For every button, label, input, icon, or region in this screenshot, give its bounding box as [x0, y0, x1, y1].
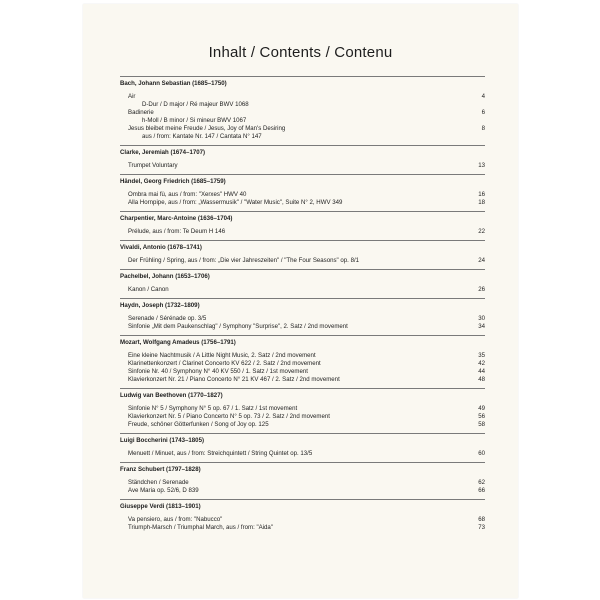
composer-heading: Pachelbel, Johann (1653–1706) [120, 273, 210, 280]
page-number: 58 [478, 421, 485, 428]
work-entry[interactable] [120, 191, 485, 199]
work-subtitle: aus / from: Kantate Nr. 147 / Cantata N° 147 [142, 133, 262, 140]
section-bach [120, 76, 485, 145]
work-title: Alla Hornpipe, aus / from: „Wassermusik" / "Water Music", Suite N° 2, HWV 349 [128, 199, 343, 206]
work-entry[interactable] [120, 286, 485, 294]
section-boccherini [120, 433, 485, 462]
work-title: Klavierkonzert Nr. 21 / Piano Concerto N° 21 KV 467 / 2. Satz / 2nd movement [128, 376, 340, 383]
page-number: 34 [478, 323, 485, 330]
work-entry[interactable] [120, 199, 485, 207]
section-haydn [120, 298, 485, 335]
page-number: 26 [478, 286, 485, 293]
page-number: 22 [478, 228, 485, 235]
page-number: 24 [478, 257, 485, 264]
work-subtitle: D-Dur / D major / Ré majeur BWV 1068 [142, 101, 249, 108]
work-title: Va pensiero, aus / from: "Nabucco" [128, 516, 223, 523]
composer-heading: Charpentier, Marc-Antoine (1636–1704) [120, 215, 233, 222]
section-mozart [120, 335, 485, 388]
composer-heading: Giuseppe Verdi (1813–1901) [120, 503, 201, 510]
work-title: Kanon / Canon [128, 286, 169, 293]
page-number: 73 [478, 524, 485, 531]
work-entry[interactable] [120, 516, 485, 524]
work-title: Eine kleine Nachtmusik / A Little Night Music, 2. Satz / 2nd movement [128, 352, 316, 359]
section-pachelbel [120, 269, 485, 298]
work-entry[interactable] [120, 413, 485, 421]
composer-heading: Franz Schubert (1797–1828) [120, 466, 201, 473]
work-entry[interactable] [120, 93, 485, 101]
page-number: 4 [481, 93, 485, 100]
work-entry[interactable] [120, 109, 485, 117]
work-entry[interactable] [120, 450, 485, 458]
table-of-contents [120, 76, 485, 536]
work-title: Sinfonie „Mit dem Paukenschlag" / Symphony "Surprise", 2. Satz / 2nd movement [128, 323, 348, 330]
composer-heading: Vivaldi, Antonio (1678–1741) [120, 244, 202, 251]
work-title: Ave Maria op. 52/6, D 839 [128, 487, 199, 494]
page-number: 48 [478, 376, 485, 383]
section-charpentier [120, 211, 485, 240]
work-title: Ombra mai fù, aus / from: "Xerxes" HWV 40 [128, 191, 247, 198]
section-schubert [120, 462, 485, 499]
work-title: Triumph-Marsch / Triumphal March, aus / from: "Aida" [128, 524, 273, 531]
page-number: 62 [478, 479, 485, 486]
composer-heading: Mozart, Wolfgang Amadeus (1756–1791) [120, 339, 236, 346]
section-handel [120, 174, 485, 211]
work-entry[interactable] [120, 405, 485, 413]
page-number: 18 [478, 199, 485, 206]
work-title: Menuett / Minuet, aus / from: Streichquintett / String Quintet op. 13/5 [128, 450, 313, 457]
work-title: Prélude, aus / from: Te Deum H 146 [128, 228, 226, 235]
composer-heading: Clarke, Jeremiah (1674–1707) [120, 149, 206, 156]
page-number: 66 [478, 487, 485, 494]
work-entry[interactable] [120, 323, 485, 331]
work-title: Freude, schöner Götterfunken / Song of Joy op. 125 [128, 421, 269, 428]
work-entry[interactable] [120, 487, 485, 495]
page-number: 35 [478, 352, 485, 359]
work-title: Ständchen / Serenade [128, 479, 189, 486]
section-clarke [120, 145, 485, 174]
work-entry[interactable] [120, 421, 485, 429]
work-entry[interactable] [120, 368, 485, 376]
work-entry[interactable] [120, 352, 485, 360]
composer-heading: Ludwig van Beethoven (1770–1827) [120, 392, 223, 399]
work-entry[interactable] [120, 360, 485, 368]
page-number: 6 [481, 109, 485, 116]
work-entry[interactable] [120, 228, 485, 236]
page-number: 49 [478, 405, 485, 412]
page-title: Inhalt / Contents / Contenu [208, 44, 393, 61]
page-number: 56 [478, 413, 485, 420]
work-entry[interactable] [120, 162, 485, 170]
work-title: Badinerie [128, 109, 154, 116]
work-title: Air [128, 93, 136, 100]
page-number: 13 [478, 162, 485, 169]
section-verdi [120, 499, 485, 536]
work-subtitle: h-Moll / B minor / Si mineur BWV 1067 [142, 117, 247, 124]
page-number: 44 [478, 368, 485, 375]
composer-heading: Bach, Johann Sebastian (1685–1750) [120, 80, 227, 87]
page-number: 42 [478, 360, 485, 367]
document-page [83, 4, 518, 598]
work-title: Serenade / Sérénade op. 3/5 [128, 315, 207, 322]
page-number: 16 [478, 191, 485, 198]
work-entry[interactable] [120, 479, 485, 487]
page-number: 30 [478, 315, 485, 322]
work-title: Sinfonie Nr. 40 / Symphony N° 40 KV 550 / 1. Satz / 1st movement [128, 368, 308, 375]
page-number: 68 [478, 516, 485, 523]
work-title: Klarinettenkonzert / Clarinet Concerto KV 622 / 2. Satz / 2nd movement [128, 360, 321, 367]
work-title: Jesus bleibet meine Freude / Jesus, Joy of Man's Desiring [128, 125, 286, 132]
section-beethoven [120, 388, 485, 433]
composer-heading: Luigi Boccherini (1743–1805) [120, 437, 204, 444]
work-entry[interactable] [120, 524, 485, 532]
section-vivaldi [120, 240, 485, 269]
work-entry[interactable] [120, 376, 485, 384]
page-number: 60 [478, 450, 485, 457]
work-title: Trumpet Voluntary [128, 162, 178, 169]
work-entry[interactable] [120, 257, 485, 265]
page-number: 8 [481, 125, 485, 132]
work-title: Sinfonie N° 5 / Symphony N° 5 op. 67 / 1. Satz / 1st movement [128, 405, 298, 412]
work-title: Klavierkonzert Nr. 5 / Piano Concerto N° 5 op. 73 / 2. Satz / 2nd movement [128, 413, 330, 420]
composer-heading: Haydn, Joseph (1732–1809) [120, 302, 200, 309]
work-title: Der Frühling / Spring, aus / from: „Die vier Jahreszeiten" / "The Four Seasons" op. 8/1 [128, 257, 360, 264]
work-entry[interactable] [120, 125, 485, 133]
work-entry[interactable] [120, 315, 485, 323]
composer-heading: Händel, Georg Friedrich (1685–1759) [120, 178, 226, 185]
